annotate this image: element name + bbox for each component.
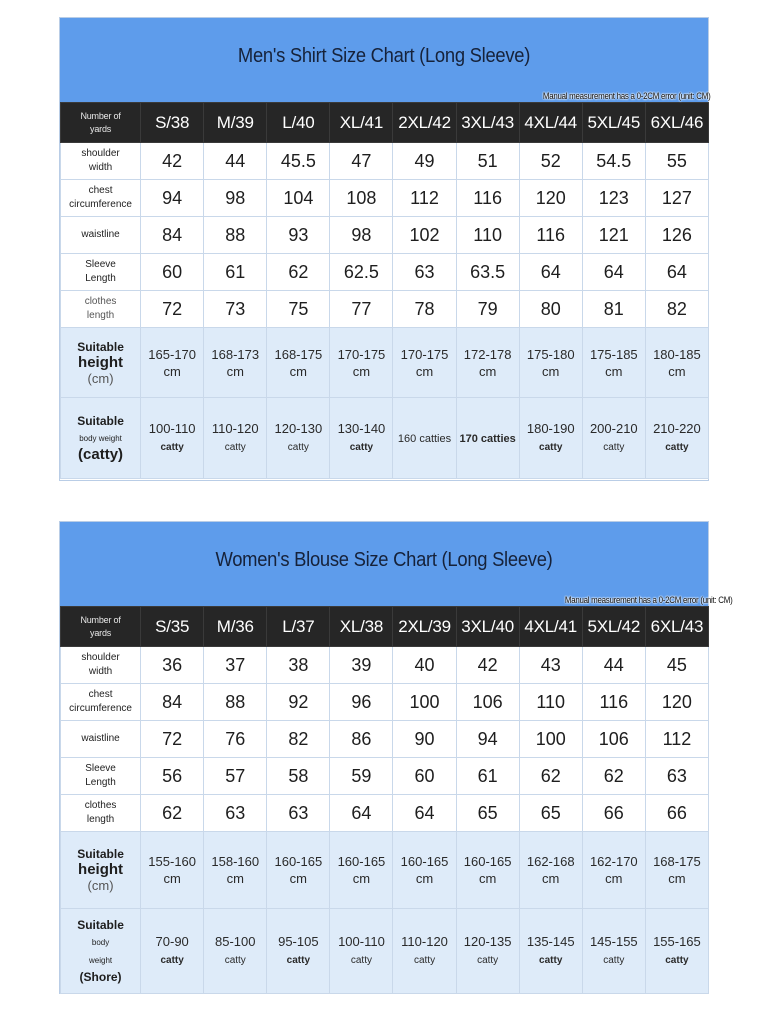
range-cell: 100-110 catty bbox=[141, 398, 204, 479]
value-cell: 49 bbox=[393, 143, 456, 180]
value-cell: 58 bbox=[267, 758, 330, 795]
suitable-weight-row bbox=[61, 398, 709, 479]
value-cell: 116 bbox=[456, 180, 519, 217]
size-cell: 2XL/39 bbox=[393, 607, 456, 647]
value-cell: 64 bbox=[330, 795, 393, 832]
value-cell: 64 bbox=[582, 254, 645, 291]
range-cell: 168-173 cm bbox=[204, 328, 267, 398]
row-label: Suitable body weight (catty) bbox=[61, 398, 141, 479]
value-cell: 86 bbox=[330, 721, 393, 758]
header-label: Number of yards bbox=[61, 103, 141, 143]
size-header-row bbox=[61, 607, 709, 647]
size-cell: 2XL/42 bbox=[393, 103, 456, 143]
range-cell: 180-190 catty bbox=[519, 398, 582, 479]
value-cell: 80 bbox=[519, 291, 582, 328]
row-label: waistline bbox=[61, 721, 141, 758]
value-cell: 65 bbox=[519, 795, 582, 832]
chart-title-bar bbox=[60, 18, 708, 102]
value-cell: 62 bbox=[141, 795, 204, 832]
range-cell: 165-170 cm bbox=[141, 328, 204, 398]
size-cell: S/35 bbox=[141, 607, 204, 647]
value-cell: 37 bbox=[204, 647, 267, 684]
range-cell: 168-175 cm bbox=[645, 832, 708, 909]
range-cell: 110-120 catty bbox=[204, 398, 267, 479]
value-cell: 84 bbox=[141, 684, 204, 721]
value-cell: 65 bbox=[456, 795, 519, 832]
size-cell: 4XL/41 bbox=[519, 607, 582, 647]
value-cell: 121 bbox=[582, 217, 645, 254]
waistline-row bbox=[61, 217, 709, 254]
value-cell: 96 bbox=[330, 684, 393, 721]
chart-title-bar bbox=[60, 522, 732, 606]
row-label: shoulder width bbox=[61, 143, 141, 180]
value-cell: 94 bbox=[456, 721, 519, 758]
value-cell: 66 bbox=[645, 795, 708, 832]
range-cell: 85-100 catty bbox=[204, 909, 267, 994]
value-cell: 106 bbox=[456, 684, 519, 721]
range-cell: 95-105 catty bbox=[267, 909, 330, 994]
value-cell: 116 bbox=[582, 684, 645, 721]
value-cell: 98 bbox=[204, 180, 267, 217]
value-cell: 42 bbox=[141, 143, 204, 180]
value-cell: 63.5 bbox=[456, 254, 519, 291]
value-cell: 88 bbox=[204, 684, 267, 721]
value-cell: 44 bbox=[582, 647, 645, 684]
range-cell: 162-170 cm bbox=[582, 832, 645, 909]
value-cell: 120 bbox=[519, 180, 582, 217]
value-cell: 100 bbox=[519, 721, 582, 758]
size-cell: L/37 bbox=[267, 607, 330, 647]
value-cell: 62 bbox=[582, 758, 645, 795]
size-table bbox=[60, 606, 709, 994]
value-cell: 79 bbox=[456, 291, 519, 328]
value-cell: 126 bbox=[645, 217, 708, 254]
row-label: clothes length bbox=[61, 795, 141, 832]
value-cell: 78 bbox=[393, 291, 456, 328]
value-cell: 106 bbox=[582, 721, 645, 758]
range-cell: 170-175 cm bbox=[330, 328, 393, 398]
row-label: chest circumference bbox=[61, 684, 141, 721]
range-cell: 160-165 cm bbox=[456, 832, 519, 909]
size-cell: 5XL/42 bbox=[582, 607, 645, 647]
value-cell: 72 bbox=[141, 721, 204, 758]
range-cell: 180-185 cm bbox=[645, 328, 708, 398]
value-cell: 62 bbox=[519, 758, 582, 795]
size-cell: S/38 bbox=[141, 103, 204, 143]
value-cell: 112 bbox=[645, 721, 708, 758]
row-label: Suitable height (cm) bbox=[61, 328, 141, 398]
value-cell: 82 bbox=[267, 721, 330, 758]
size-cell: XL/41 bbox=[330, 103, 393, 143]
range-cell: 110-120 catty bbox=[393, 909, 456, 994]
row-label: Sleeve Length bbox=[61, 758, 141, 795]
value-cell: 110 bbox=[456, 217, 519, 254]
value-cell: 47 bbox=[330, 143, 393, 180]
size-cell: 3XL/40 bbox=[456, 607, 519, 647]
value-cell: 104 bbox=[267, 180, 330, 217]
value-cell: 52 bbox=[519, 143, 582, 180]
value-cell: 90 bbox=[393, 721, 456, 758]
value-cell: 73 bbox=[204, 291, 267, 328]
row-label: chest circumference bbox=[61, 180, 141, 217]
range-cell: 120-130 catty bbox=[267, 398, 330, 479]
value-cell: 81 bbox=[582, 291, 645, 328]
value-cell: 63 bbox=[645, 758, 708, 795]
value-cell: 84 bbox=[141, 217, 204, 254]
value-cell: 59 bbox=[330, 758, 393, 795]
value-cell: 72 bbox=[141, 291, 204, 328]
row-label: shoulder width bbox=[61, 647, 141, 684]
value-cell: 45.5 bbox=[267, 143, 330, 180]
size-cell: 4XL/44 bbox=[519, 103, 582, 143]
value-cell: 93 bbox=[267, 217, 330, 254]
value-cell: 44 bbox=[204, 143, 267, 180]
suitable-height-row bbox=[61, 328, 709, 398]
value-cell: 55 bbox=[645, 143, 708, 180]
value-cell: 36 bbox=[141, 647, 204, 684]
value-cell: 43 bbox=[519, 647, 582, 684]
value-cell: 60 bbox=[393, 758, 456, 795]
range-cell: 170-175 cm bbox=[393, 328, 456, 398]
chart-title: Women's Blouse Size Chart (Long Sleeve) bbox=[215, 549, 553, 571]
value-cell: 45 bbox=[645, 647, 708, 684]
value-cell: 61 bbox=[456, 758, 519, 795]
value-cell: 123 bbox=[582, 180, 645, 217]
range-cell: 200-210 catty bbox=[582, 398, 645, 479]
value-cell: 77 bbox=[330, 291, 393, 328]
range-cell: 130-140 catty bbox=[330, 398, 393, 479]
value-cell: 92 bbox=[267, 684, 330, 721]
value-cell: 102 bbox=[393, 217, 456, 254]
size-cell: 6XL/43 bbox=[645, 607, 708, 647]
value-cell: 57 bbox=[204, 758, 267, 795]
value-cell: 64 bbox=[393, 795, 456, 832]
value-cell: 51 bbox=[456, 143, 519, 180]
row-label: Suitable height (cm) bbox=[61, 832, 141, 909]
range-cell: 160 catties bbox=[393, 398, 456, 479]
value-cell: 39 bbox=[330, 647, 393, 684]
size-cell: 6XL/46 bbox=[645, 103, 708, 143]
range-cell: 172-178 cm bbox=[456, 328, 519, 398]
range-cell: 155-160 cm bbox=[141, 832, 204, 909]
value-cell: 38 bbox=[267, 647, 330, 684]
value-cell: 94 bbox=[141, 180, 204, 217]
shoulder-width-row bbox=[61, 647, 709, 684]
mens-size-chart bbox=[59, 17, 709, 481]
womens-size-chart bbox=[59, 521, 732, 994]
range-cell: 135-145 catty bbox=[519, 909, 582, 994]
range-cell: 168-175 cm bbox=[267, 328, 330, 398]
sleeve-length-row bbox=[61, 254, 709, 291]
range-cell: 100-110 catty bbox=[330, 909, 393, 994]
row-label: waistline bbox=[61, 217, 141, 254]
value-cell: 64 bbox=[519, 254, 582, 291]
chest-circumference-row bbox=[61, 180, 709, 217]
range-cell: 70-90 catty bbox=[141, 909, 204, 994]
waistline-row bbox=[61, 721, 709, 758]
value-cell: 54.5 bbox=[582, 143, 645, 180]
value-cell: 60 bbox=[141, 254, 204, 291]
chest-circumference-row bbox=[61, 684, 709, 721]
range-cell: 160-165 cm bbox=[393, 832, 456, 909]
range-cell: 145-155 catty bbox=[582, 909, 645, 994]
clothes-length-row bbox=[61, 795, 709, 832]
size-cell: M/39 bbox=[204, 103, 267, 143]
range-cell: 162-168 cm bbox=[519, 832, 582, 909]
size-cell: 3XL/43 bbox=[456, 103, 519, 143]
range-cell: 155-165 catty bbox=[645, 909, 708, 994]
value-cell: 100 bbox=[393, 684, 456, 721]
value-cell: 56 bbox=[141, 758, 204, 795]
value-cell: 42 bbox=[456, 647, 519, 684]
suitable-height-row bbox=[61, 832, 709, 909]
header-label: Number of yards bbox=[61, 607, 141, 647]
value-cell: 64 bbox=[645, 254, 708, 291]
value-cell: 61 bbox=[204, 254, 267, 291]
range-cell: 160-165 cm bbox=[267, 832, 330, 909]
size-table bbox=[60, 102, 709, 479]
value-cell: 116 bbox=[519, 217, 582, 254]
value-cell: 62 bbox=[267, 254, 330, 291]
value-cell: 40 bbox=[393, 647, 456, 684]
size-cell: XL/38 bbox=[330, 607, 393, 647]
size-header-row bbox=[61, 103, 709, 143]
measurement-note: Manual measurement has a 0-2CM error (unit: CM) bbox=[542, 91, 710, 101]
value-cell: 110 bbox=[519, 684, 582, 721]
chart-title: Men's Shirt Size Chart (Long Sleeve) bbox=[237, 45, 531, 67]
measurement-note: Manual measurement has a 0-2CM error (unit: CM) bbox=[564, 595, 732, 605]
size-cell: M/36 bbox=[204, 607, 267, 647]
range-cell: 210-220 catty bbox=[645, 398, 708, 479]
range-cell: 160-165 cm bbox=[330, 832, 393, 909]
value-cell: 88 bbox=[204, 217, 267, 254]
sleeve-length-row bbox=[61, 758, 709, 795]
size-cell: 5XL/45 bbox=[582, 103, 645, 143]
range-cell: 175-185 cm bbox=[582, 328, 645, 398]
range-cell: 170 catties bbox=[456, 398, 519, 479]
value-cell: 66 bbox=[582, 795, 645, 832]
value-cell: 63 bbox=[393, 254, 456, 291]
value-cell: 63 bbox=[267, 795, 330, 832]
value-cell: 76 bbox=[204, 721, 267, 758]
value-cell: 108 bbox=[330, 180, 393, 217]
row-label: Sleeve Length bbox=[61, 254, 141, 291]
clothes-length-row bbox=[61, 291, 709, 328]
suitable-weight-row bbox=[61, 909, 709, 994]
shoulder-width-row bbox=[61, 143, 709, 180]
value-cell: 75 bbox=[267, 291, 330, 328]
value-cell: 82 bbox=[645, 291, 708, 328]
range-cell: 158-160 cm bbox=[204, 832, 267, 909]
value-cell: 120 bbox=[645, 684, 708, 721]
value-cell: 98 bbox=[330, 217, 393, 254]
value-cell: 63 bbox=[204, 795, 267, 832]
range-cell: 175-180 cm bbox=[519, 328, 582, 398]
range-cell: 120-135 catty bbox=[456, 909, 519, 994]
value-cell: 62.5 bbox=[330, 254, 393, 291]
size-cell: L/40 bbox=[267, 103, 330, 143]
row-label: clothes length bbox=[61, 291, 141, 328]
value-cell: 112 bbox=[393, 180, 456, 217]
value-cell: 127 bbox=[645, 180, 708, 217]
row-label: Suitable body weight (Shore) bbox=[61, 909, 141, 994]
